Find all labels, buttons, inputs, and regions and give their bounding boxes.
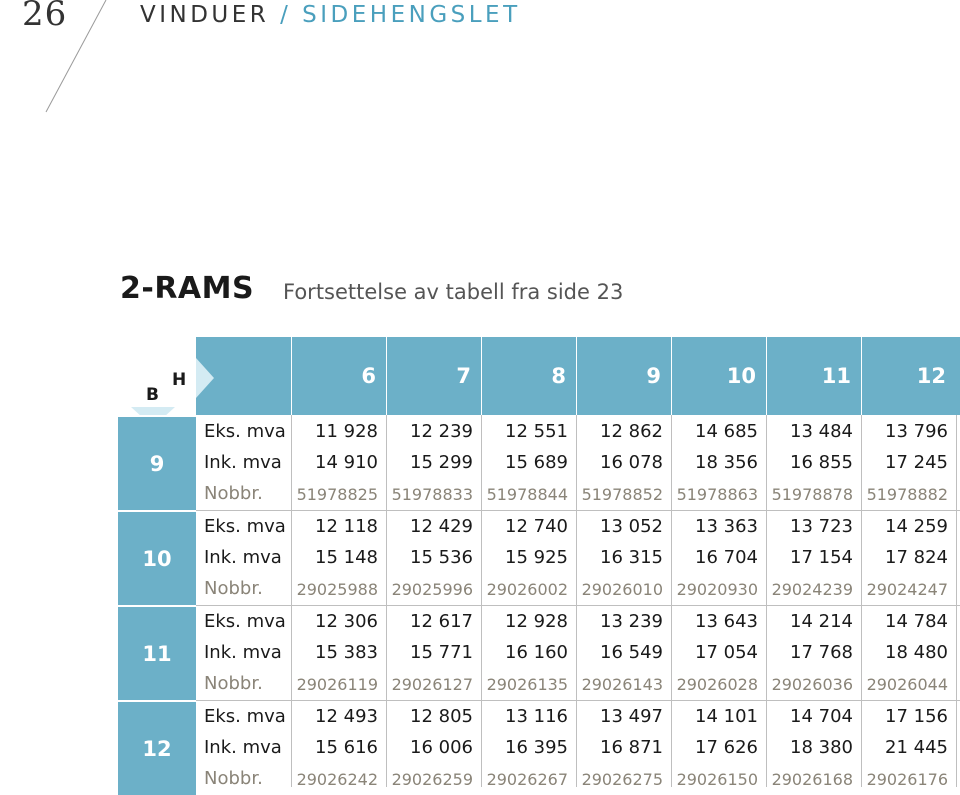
table-cell: 29026036 [771,675,853,694]
row-label: Ink. mva [204,547,282,568]
table-cell: 51978833 [391,485,473,504]
table-cell: 18 380 [790,737,853,758]
table-cell: 17 626 [695,737,758,758]
table-cell: 13 643 [695,611,758,632]
table-cell: 16 704 [695,547,758,568]
table-cell: 29026119 [296,675,378,694]
grid-line-horizontal [196,700,960,701]
header-title-main: VINDUER [140,2,270,28]
table-cell: 12 862 [600,421,663,442]
row-header: 12 [118,700,196,795]
table-cell: 14 784 [885,611,948,632]
row-header: 9 [118,415,196,510]
table-cell: 29026176 [866,770,948,789]
grid-line-vertical [671,415,672,787]
table-cell: 51978844 [486,485,568,504]
grid-line-vertical [386,415,387,787]
column-header: 8 [481,337,576,415]
table-cell: 15 148 [315,547,378,568]
table-cell: 14 214 [790,611,853,632]
row-header: 10 [118,510,196,605]
table-cell: 15 925 [505,547,568,568]
table-cell: 12 493 [315,706,378,727]
page-number: 26 [22,0,68,34]
table-cell: 13 116 [505,706,568,727]
table-cell: 29026135 [486,675,568,694]
row-label: Ink. mva [204,452,282,473]
table-cell: 13 723 [790,516,853,537]
row-header: 11 [118,605,196,700]
table-cell: 29025996 [391,580,473,599]
table-cell: 17 824 [885,547,948,568]
table-cell: 29026010 [581,580,663,599]
table-cell: 12 239 [410,421,473,442]
grid-line-vertical [291,415,292,787]
header-title [140,2,521,28]
table-cell: 12 617 [410,611,473,632]
header-separator: / [280,2,292,28]
height-axis-label: H [172,370,187,390]
table-cell: 16 855 [790,452,853,473]
table-cell: 29026150 [676,770,758,789]
row-label: Eks. mva [204,706,286,727]
width-axis-label: B [146,385,159,405]
table-cell: 12 805 [410,706,473,727]
table-cell: 29026275 [581,770,663,789]
table-cell: 13 052 [600,516,663,537]
row-label: Nobbr. [204,768,263,789]
column-header: 7 [386,337,481,415]
grid-line-horizontal [196,605,960,606]
table-cell: 18 356 [695,452,758,473]
row-label: Eks. mva [204,421,286,442]
table-cell: 29024247 [866,580,948,599]
arrow-right-icon [196,358,214,398]
table-cell: 29026143 [581,675,663,694]
table-cell: 12 551 [505,421,568,442]
table-cell: 29026168 [771,770,853,789]
table-cell: 15 536 [410,547,473,568]
table-cell: 51978878 [771,485,853,504]
table-cell: 14 101 [695,706,758,727]
row-label: Nobbr. [204,578,263,599]
table-cell: 15 383 [315,642,378,663]
table-cell: 16 078 [600,452,663,473]
table-cell: 29020930 [676,580,758,599]
table-cell: 16 549 [600,642,663,663]
table-cell: 29024239 [771,580,853,599]
table-cell: 51978863 [676,485,758,504]
table-cell: 29026002 [486,580,568,599]
table-cell: 29026267 [486,770,568,789]
table-cell: 29026028 [676,675,758,694]
table-cell: 51978852 [581,485,663,504]
column-header: 12 [861,337,956,415]
table-cell: 14 259 [885,516,948,537]
table-cell: 51978825 [296,485,378,504]
table-cell: 13 239 [600,611,663,632]
table-cell: 12 740 [505,516,568,537]
table-cell: 17 154 [790,547,853,568]
table-cell: 29026127 [391,675,473,694]
table-cell: 12 306 [315,611,378,632]
table-cell: 14 704 [790,706,853,727]
grid-line-vertical [766,415,767,787]
column-header: 11 [766,337,861,415]
row-label: Nobbr. [204,673,263,694]
table-cell: 13 363 [695,516,758,537]
column-header: 6 [291,337,386,415]
grid-line-horizontal [196,510,960,511]
section-subtitle: Fortsettelse av tabell fra side 23 [283,280,624,304]
section-title: 2-RAMS [120,271,255,306]
table-cell: 17 768 [790,642,853,663]
table-cell: 13 497 [600,706,663,727]
table-cell: 14 910 [315,452,378,473]
column-header: 10 [671,337,766,415]
table-cell: 17 156 [885,706,948,727]
table-cell: 29026242 [296,770,378,789]
table-cell: 14 685 [695,421,758,442]
table-cell: 16 315 [600,547,663,568]
row-label: Eks. mva [204,611,286,632]
table-cell: 12 429 [410,516,473,537]
row-label: Eks. mva [204,516,286,537]
table-cell: 15 771 [410,642,473,663]
decorative-diagonal-line [0,0,120,120]
table-cell: 18 480 [885,642,948,663]
table-cell: 16 160 [505,642,568,663]
grid-line-vertical [956,415,957,787]
table-cell: 16 006 [410,737,473,758]
table-cell: 11 928 [315,421,378,442]
table-cell: 13 484 [790,421,853,442]
table-cell: 17 245 [885,452,948,473]
table-cell: 21 445 [885,737,948,758]
grid-line-vertical [481,415,482,787]
table-cell: 16 871 [600,737,663,758]
grid-line-vertical [576,415,577,787]
grid-line-vertical [861,415,862,787]
table-cell: 15 616 [315,737,378,758]
table-cell: 15 689 [505,452,568,473]
row-label: Ink. mva [204,737,282,758]
table-cell: 15 299 [410,452,473,473]
table-cell: 29026259 [391,770,473,789]
table-cell: 51978882 [866,485,948,504]
table-cell: 29025988 [296,580,378,599]
table-cell: 29026044 [866,675,948,694]
row-label: Nobbr. [204,483,263,504]
table-cell: 17 054 [695,642,758,663]
header-subtitle: SIDEHENGSLET [302,2,521,28]
column-header: 9 [576,337,671,415]
table-cell: 13 796 [885,421,948,442]
table-cell: 12 118 [315,516,378,537]
table-cell: 12 928 [505,611,568,632]
row-label: Ink. mva [204,642,282,663]
table-cell: 16 395 [505,737,568,758]
